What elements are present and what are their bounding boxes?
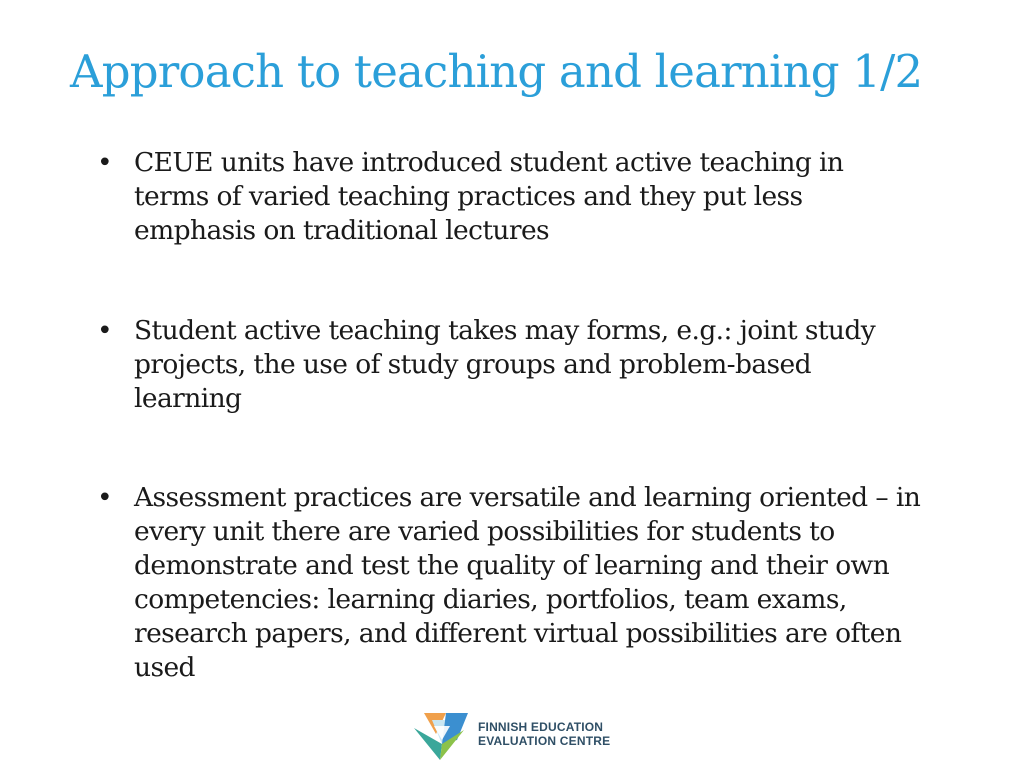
logo-line-2: EVALUATION CENTRE [478,734,611,748]
logo-line-1: FINNISH EDUCATION [478,720,604,734]
logo-text [478,720,610,748]
bullet-text: Student active teaching takes may forms, e.g.: joint study projects, the use of study groups and problem-based learning [134,315,876,414]
triangle-logo-icon [412,710,470,762]
list-item [97,146,914,248]
bullet-icon: • [97,482,113,513]
bullet-icon: • [97,147,113,178]
list-item [97,481,934,685]
page-title: Approach to teaching and learning 1/2 [70,45,923,98]
bullet-text: CEUE units have introduced student active teaching in terms of varied teaching practices and they put less emphasis on traditional lectures [134,147,844,246]
organization-logo [412,708,612,764]
bullet-icon: • [97,315,113,346]
list-item [97,314,914,416]
bullet-text: Assessment practices are versatile and learning oriented – in every unit there are varied possibilities for students to demonstrate and test the quality of learning and their own competencies: learning diaries, portfolios, team exams, research papers, and different virtual possibilities are often used [134,482,921,683]
